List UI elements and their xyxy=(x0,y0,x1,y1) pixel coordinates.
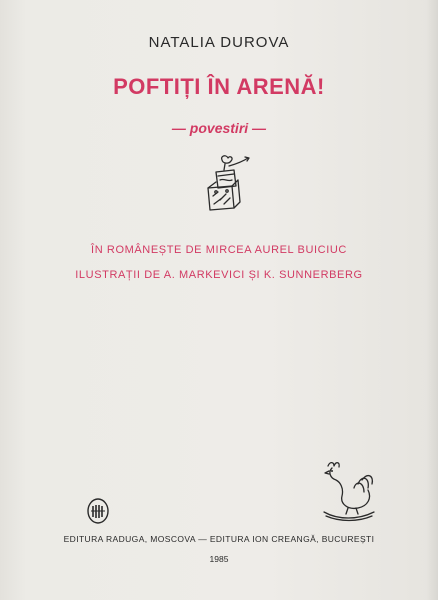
ion-creanga-rooster-logo-icon xyxy=(318,458,378,522)
translator-credit: ÎN ROMÂNEȘTE DE MIRCEA AUREL BUICIUC xyxy=(91,244,347,256)
book-title: POFTIȚI ÎN ARENĂ! xyxy=(113,74,325,99)
publication-year: 1985 xyxy=(209,554,229,564)
raduga-publisher-logo-icon xyxy=(86,498,110,524)
clown-juggler-illustration-icon xyxy=(196,152,256,214)
author-name: NATALIA DUROVA xyxy=(148,34,290,51)
publisher-line: EDITURA RADUGA, MOSCOVA — EDITURA ION CREANGĂ, BUCUREȘTI xyxy=(63,534,375,544)
book-subtitle: — povestiri — xyxy=(171,120,267,136)
illustrator-credit: ILUSTRAȚII DE A. MARKEVICI ȘI K. SUNNERBERG xyxy=(75,269,363,281)
